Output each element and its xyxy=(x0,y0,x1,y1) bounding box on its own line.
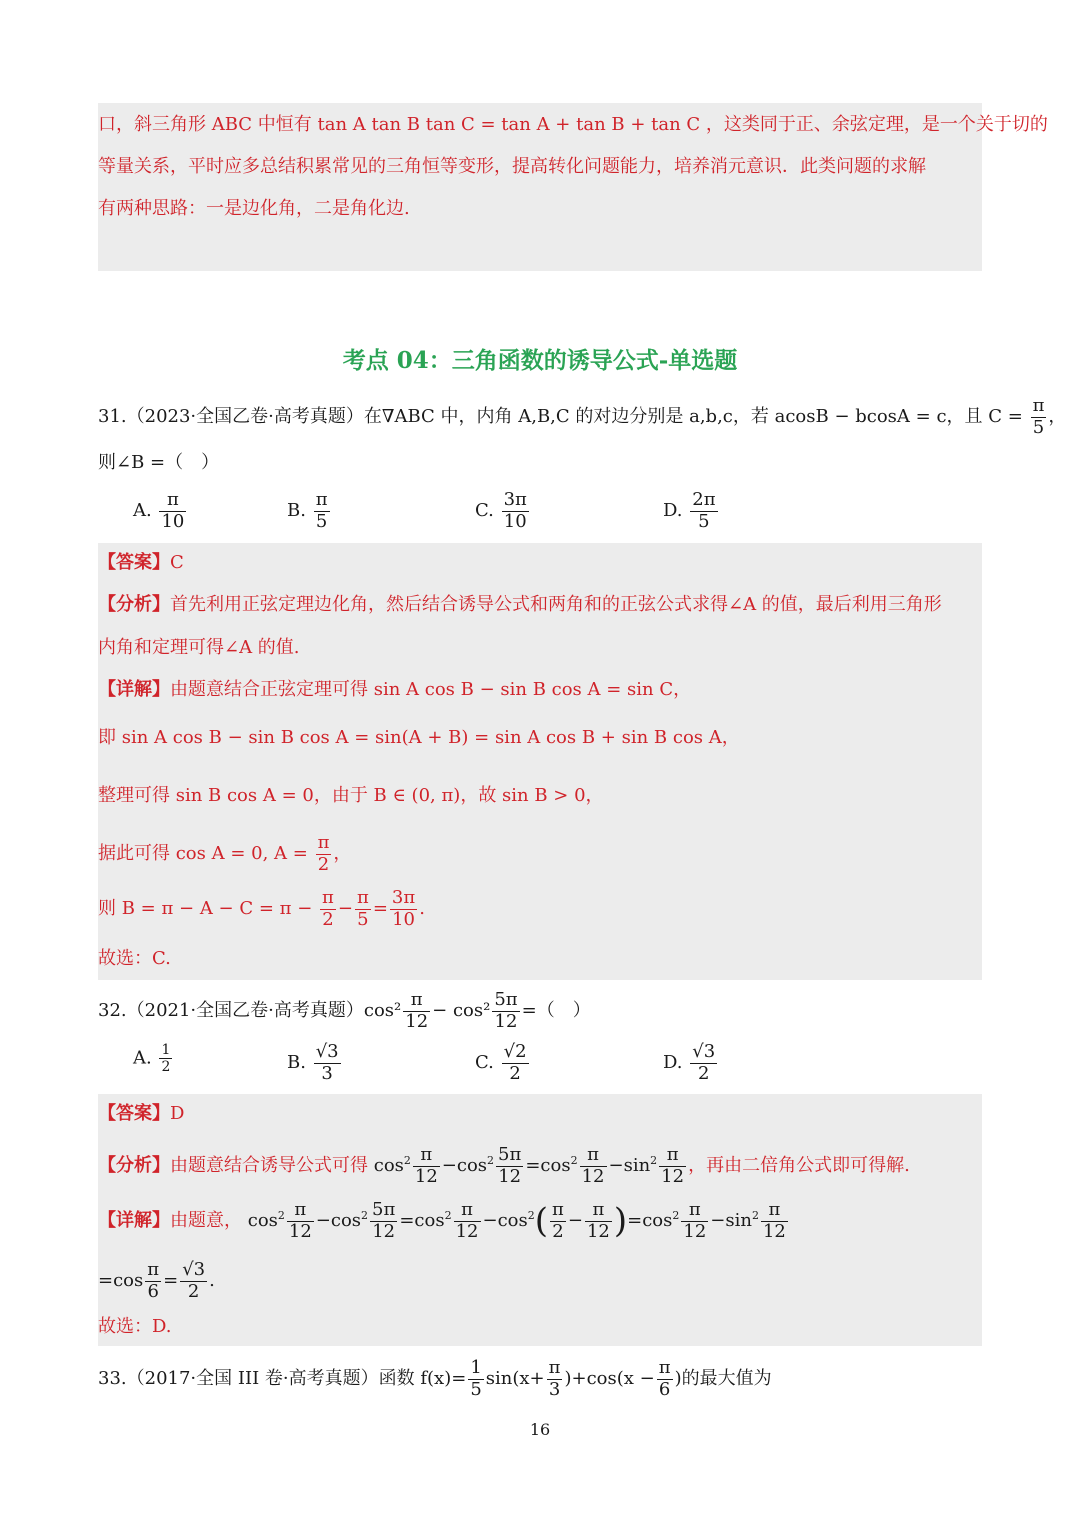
intro-line-3: 有两种思路：一是边化角，二是角化边. xyxy=(98,198,410,219)
q31-option-c: C. $\frac{3\pi}{10}$ xyxy=(475,489,527,532)
q32-detail-2: =cos $\frac{\pi}{6}$ = $\frac{√3}{2}$ . xyxy=(98,1259,215,1302)
q31-detail-2: 即 sin A cos B − sin B cos A = sin(A + B) = sin A cos B + sin B cos A， xyxy=(98,727,740,748)
q31-option-d: D. $\frac{2\pi}{5}$ xyxy=(663,489,716,532)
q31-detail-1: 【详解】由题意结合正弦定理可得 sin A cos B − sin B cos A = sin C， xyxy=(98,679,692,700)
page-number: 16 xyxy=(529,1420,551,1439)
q31-option-a: A. $\frac{\pi}{10}$ xyxy=(133,489,185,532)
q32-analysis: 【分析】由题意结合诱导公式可得 $\cos^2$ $\frac{\pi}{12}$ $-\cos^2$ $\frac{5\pi}{12}$ $=\cos^2$ $\frac{\pi}{12}$ $-\sin^2$ $\frac{\pi}{12}$ ，再由二倍角公式即可得解. xyxy=(98,1144,910,1187)
q31-ask: 则∠B =（ ） xyxy=(98,452,220,473)
q31-detail-5: 则 B = π − A − C = π − $\frac{\pi}{2}$ − $\frac{\pi}{5}$ = $\frac{3\pi}{10}$ . xyxy=(98,887,425,930)
q33-stem: 33.（2017·全国 III 卷·高考真题）函数 f(x)= $\frac{1}{5}$ sin(x+ $\frac{\pi}{3}$ )+cos(x − $\frac{\pi}{6}$ )的最大值为 xyxy=(98,1357,772,1400)
q32-option-a: A. $\frac{1}{2}$ xyxy=(133,1042,171,1076)
q31-analysis-1: 【分析】首先利用正弦定理边化角，然后结合诱导公式和两角和的正弦公式求得∠A 的值，最后利用三角形 xyxy=(98,594,942,615)
q31-detail-3: 整理可得 sin B cos A = 0，由于 B ∈ (0, π)，故 sin B > 0， xyxy=(98,785,604,806)
q31-stem: 31.（2023·全国乙卷·高考真题）在∇ABC 中，内角 A,B,C 的对边分别是 a,b,c，若 acosB − bcosA = c，且 C = $\frac{\pi}{5}$ ， xyxy=(98,395,1067,438)
q32-detail: 【详解】由题意， $\cos^2$ $\frac{\pi}{12}$ $-\cos^2$ $\frac{5\pi}{12}$ $=\cos^2$ $\frac{\pi}{12}$ $-\cos^2$( $\frac{\pi}{2}$ − $\frac{\pi}{12}$ )$=\cos^2$ $\frac{\pi}{12}$ $-\sin^2$ $\frac{\pi}{12}$ xyxy=(98,1199,786,1242)
section-title: 考点 04：三角函数的诱导公式-单选题 xyxy=(342,347,738,374)
q32-stem: 32.（2021·全国乙卷·高考真题）cos² $\frac{\pi}{12}$ − cos² $\frac{5\pi}{12}$ =（ ） xyxy=(98,989,591,1032)
q31-answer: 【答案】C xyxy=(98,552,184,573)
q31-option-b: B. $\frac{\pi}{5}$ xyxy=(287,489,328,532)
q32-option-b: B. $\frac{√3}{3}$ xyxy=(287,1041,339,1084)
q31-stem-frac: $\frac{\pi}{5}$ xyxy=(1032,395,1045,438)
q31-stem-text: 31.（2023·全国乙卷·高考真题）在∇ABC 中，内角 A,B,C 的对边分别是 a,b,c，若 acosB − bcosA = c，且 C = xyxy=(98,406,1023,428)
q32-option-d: D. $\frac{√3}{2}$ xyxy=(663,1041,716,1084)
q32-answer: 【答案】D xyxy=(98,1103,185,1124)
q32-option-c: C. $\frac{√2}{2}$ xyxy=(475,1041,527,1084)
q31-conclusion: 故选：C. xyxy=(98,948,171,969)
q31-detail-4: 据此可得 cos A = 0, A = $\frac{\pi}{2}$ ， xyxy=(98,832,352,875)
intro-line-1: 口，斜三角形 ABC 中恒有 tan A tan B tan C = tan A + tan B + tan C ，这类同于正、余弦定理，是一个关于切的 xyxy=(98,114,1048,135)
intro-line-2: 等量关系，平时应多总结积累常见的三角恒等变形，提高转化问题能力，培养消元意识．此类问题的求解 xyxy=(98,156,926,177)
q32-conclusion: 故选：D. xyxy=(98,1316,172,1337)
q31-analysis-2: 内角和定理可得∠A 的值. xyxy=(98,637,300,658)
